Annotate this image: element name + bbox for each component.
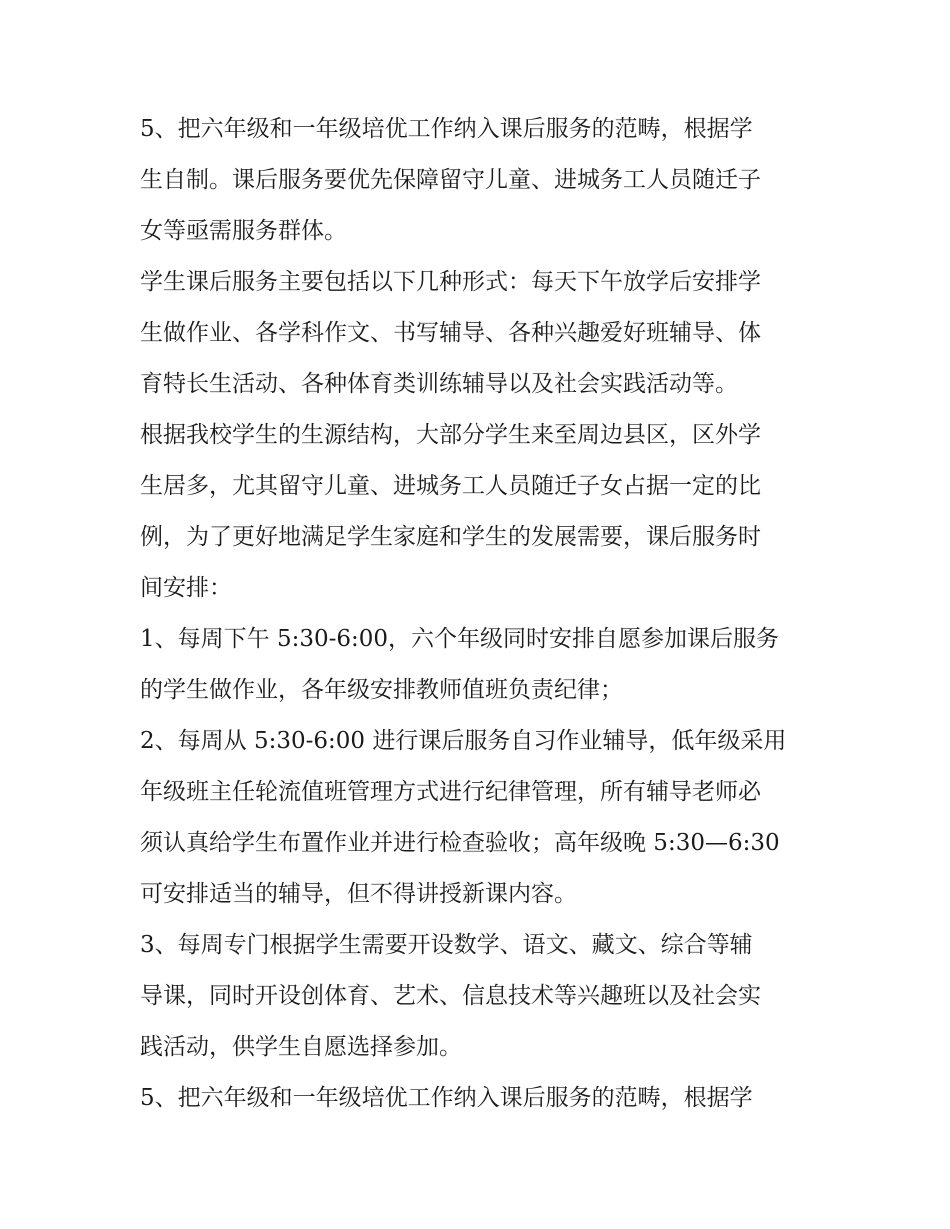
text-line: 须认真给学生布置作业并进行检查验收；高年级晚 5:30—6:30 — [140, 830, 780, 856]
paragraph-2 — [140, 257, 820, 410]
text-line: 2、每周从 5:30-6:00 进行课后服务自习作业辅导，低年级采用 — [140, 728, 787, 754]
document-body — [140, 104, 820, 1124]
text-line: 的学生做作业，各年级安排教师值班负责纪律； — [140, 677, 623, 703]
paragraph-7 — [140, 1073, 820, 1124]
text-line: 践活动，供学生自愿选择参加。 — [140, 1034, 462, 1060]
text-line: 3、每周专门根据学生需要开设数学、语文、藏文、综合等辅 — [140, 932, 753, 958]
text-line: 学生课后服务主要包括以下几种形式：每天下午放学后安排学 — [140, 269, 761, 295]
text-line: 间安排： — [140, 575, 232, 601]
text-line: 5、把六年级和一年级培优工作纳入课后服务的范畴，根据学 — [140, 116, 753, 142]
text-line: 导课，同时开设创体育、艺术、信息技术等兴趣班以及社会实 — [140, 983, 761, 1009]
text-line: 1、每周下午 5:30-6:00，六个年级同时安排自愿参加课后服务 — [140, 626, 780, 652]
paragraph-4 — [140, 614, 820, 716]
text-line: 生自制。课后服务要优先保障留守儿童、进城务工人员随迁子 — [140, 167, 761, 193]
text-line: 生做作业、各学科作文、书写辅导、各种兴趣爱好班辅导、体 — [140, 320, 761, 346]
paragraph-5 — [140, 716, 820, 920]
text-line: 育特长生活动、各种体育类训练辅导以及社会实践活动等。 — [140, 371, 738, 397]
text-line: 5、把六年级和一年级培优工作纳入课后服务的范畴，根据学 — [140, 1085, 753, 1111]
text-line: 生居多，尤其留守儿童、进城务工人员随迁子女占据一定的比 — [140, 473, 761, 499]
paragraph-3 — [140, 410, 820, 614]
text-line: 可安排适当的辅导，但不得讲授新课内容。 — [140, 881, 577, 907]
text-line: 女等亟需服务群体。 — [140, 218, 347, 244]
text-line: 年级班主任轮流值班管理方式进行纪律管理，所有辅导老师必 — [140, 779, 761, 805]
text-line: 例，为了更好地满足学生家庭和学生的发展需要，课后服务时 — [140, 524, 761, 550]
text-line: 根据我校学生的生源结构，大部分学生来至周边县区，区外学 — [140, 422, 761, 448]
paragraph-6 — [140, 920, 820, 1073]
paragraph-1 — [140, 104, 820, 257]
